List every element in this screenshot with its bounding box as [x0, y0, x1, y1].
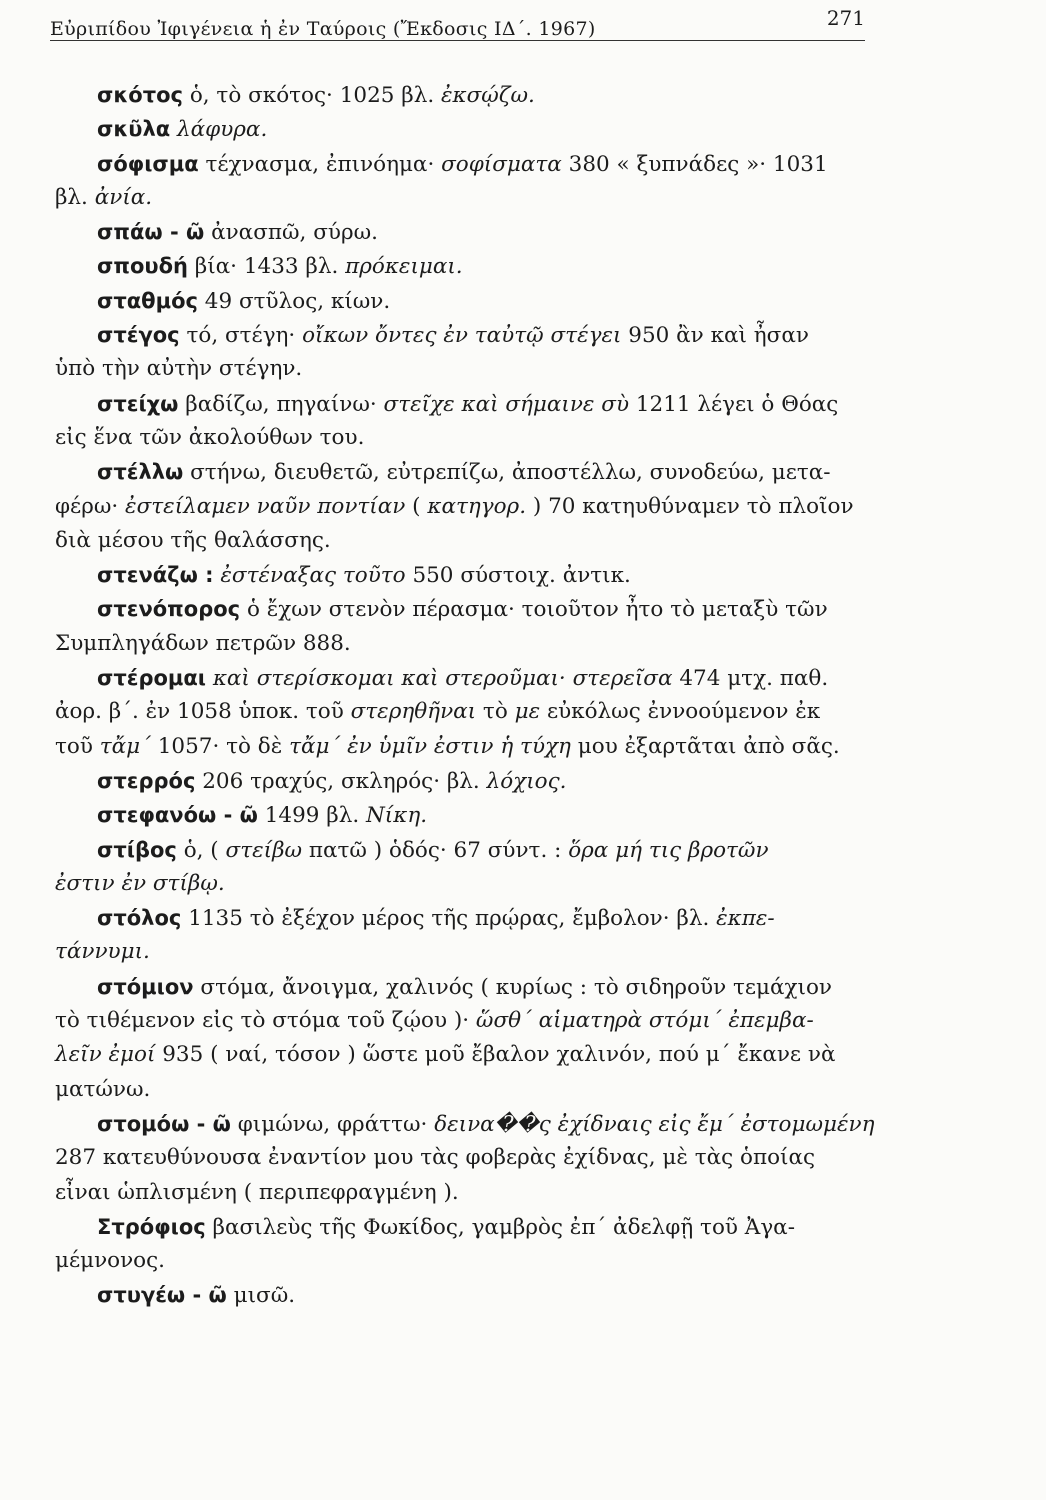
headword: στόλος: [97, 906, 182, 931]
headword: στενάζω :: [97, 563, 214, 588]
definition-text: ματώνω.: [55, 1076, 151, 1102]
headword: στεφανόω - ῶ: [97, 803, 258, 828]
headword: στέρομαι: [97, 666, 206, 691]
glossary-line: [55, 524, 885, 558]
italic-text: ὅρα μή τις βροτῶν: [568, 837, 769, 863]
glossary-line: [55, 695, 885, 729]
definition-text: [206, 666, 213, 691]
definition-text: 1135 τὸ ἐξέχον μέρος τῆς πρῴρας, ἔμβολον· βλ.: [181, 906, 717, 932]
definition-text: τοῦ: [55, 733, 100, 759]
definition-text: στόμα, ἄνοιγμα, χαλινός ( κυρίως : τὸ σιδηροῦν τεμάχιον: [193, 974, 832, 1000]
definition-text: ὁ ἔχων στενὸν πέρασμα· τοιοῦτον ἦτο τὸ μεταξὺ τῶν: [240, 597, 828, 623]
definition-text: μέμνονος.: [55, 1248, 165, 1274]
glossary-line: [55, 147, 885, 181]
headword: σκότος: [97, 83, 183, 107]
italic-text: δεινα��ς ἐχίδναις εἰς ἔμ΄ ἐστομωμένη: [434, 1111, 875, 1137]
glossary-line: [55, 1176, 885, 1210]
italic-text: κατηγορ.: [427, 493, 527, 519]
definition-text: ) 70 κατηυθύναμεν τὸ πλοῖον: [526, 493, 854, 519]
glossary-line: [55, 592, 885, 626]
glossary-line: [55, 1073, 885, 1107]
definition-text: 287 κατευθύνουσα ἐναντίον μου τὰς φοβερὰς ἐχίδνας, μὲ τὰς ὁποίας: [55, 1145, 816, 1171]
definition-text: εὐκόλως ἐννοούμενον ἐκ: [540, 699, 821, 725]
definition-text: τὸ: [476, 699, 515, 725]
definition-text: βλ.: [55, 184, 95, 210]
glossary-line: [55, 181, 885, 215]
definition-text: ἀορ. β΄. ἐν 1058 ὑποκ. τοῦ: [55, 699, 351, 725]
italic-text: τἄμ΄ ἐν ὑμῖν ἐστιν ἡ τύχη: [289, 733, 571, 759]
definition-text: 474 μτχ. παθ.: [672, 666, 829, 692]
headword: σπάω - ῶ: [97, 220, 205, 245]
glossary-line: [55, 798, 885, 832]
definition-text: 1499 βλ.: [257, 803, 366, 829]
glossary-line: [55, 387, 885, 421]
headword: στομόω - ῶ: [97, 1111, 231, 1136]
headword: σταθμός: [97, 288, 198, 313]
definition-text: 1211 λέγει ὁ Θόας: [629, 391, 839, 417]
glossary-line: [55, 627, 885, 661]
italic-text: ἀνία.: [94, 184, 153, 210]
definition-text: τό, στέγη·: [179, 323, 303, 349]
headword: σόφισμα: [97, 151, 199, 176]
definition-text: 1057· τὸ δὲ: [150, 733, 290, 759]
definition-text: τέχνασμα, ἐπινόημα·: [198, 151, 442, 177]
italic-text: λόχιος.: [486, 768, 567, 794]
headword: στερρός: [97, 768, 196, 793]
glossary-body: [55, 78, 885, 1313]
definition-text: βαδίζω, πηγαίνω·: [178, 391, 384, 417]
definition-text: εἶναι ὡπλισμένη ( περιπεφραγμένη ).: [55, 1179, 459, 1205]
glossary-line: [55, 661, 885, 695]
italic-text: στεῖχε καὶ σήμαινε σὺ: [383, 391, 630, 417]
header-rule: [50, 40, 865, 41]
glossary-line: [55, 318, 885, 352]
glossary-line: [55, 490, 885, 524]
definition-text: ὁ, τὸ σκότος· 1025 βλ.: [182, 83, 441, 108]
italic-text: τἄμ΄: [99, 733, 151, 759]
definition-text: μισῶ.: [226, 1283, 296, 1309]
italic-text: στερηθῆναι: [350, 699, 477, 725]
glossary-line: [55, 215, 885, 249]
glossary-line: [55, 1244, 885, 1278]
italic-text: λάφυρα.: [177, 117, 268, 143]
glossary-line: [55, 901, 885, 935]
definition-text: (: [405, 493, 428, 519]
running-header: [50, 6, 865, 40]
italic-text: ἐκπε-: [716, 906, 775, 932]
italic-text: οἴκων ὄντες ἐν ταὐτῷ στέγει: [302, 323, 622, 349]
glossary-line: [55, 1004, 885, 1038]
glossary-line: [55, 935, 885, 969]
italic-text: καὶ στερίσκομαι καὶ στεροῦμαι· στερεῖσα: [212, 666, 673, 692]
definition-text: 950 ἂν καὶ ἦσαν: [621, 323, 809, 349]
glossary-line: [55, 970, 885, 1004]
headword: Στρόφιος: [97, 1214, 206, 1239]
definition-text: βία· 1433 βλ.: [187, 254, 346, 280]
definition-text: ὁ, (: [176, 837, 226, 863]
definition-text: 380 « ξυπνάδες »· 1031: [561, 151, 828, 177]
definition-text: στήνω, διευθετῶ, εὐτρεπίζω, ἀποστέλλω, συνοδεύω, μετα-: [183, 460, 831, 486]
page-number: 271: [826, 6, 865, 30]
definition-text: μου ἐξαρτᾶται ἀπὸ σᾶς.: [570, 733, 840, 759]
italic-text: λεῖν ἐμοί: [55, 1042, 156, 1068]
definition-text: βασιλεὺς τῆς Φωκίδος, γαμβρὸς ἐπ΄ ἀδελφῇ τοῦ Ἀγα-: [205, 1214, 795, 1240]
italic-text: ἐστέναξας τοῦτο: [220, 563, 406, 589]
definition-text: ἀνασπῶ, σύρω.: [204, 220, 378, 246]
italic-text: Νίκη.: [365, 803, 428, 829]
glossary-line: [55, 1210, 885, 1244]
definition-text: Συμπληγάδων πετρῶν 888.: [55, 630, 351, 656]
definition-text: εἰς ἕνα τῶν ἀκολούθων του.: [55, 424, 365, 450]
definition-text: 49 στῦλος, κίων.: [197, 288, 391, 314]
running-head-title: Εὐριπίδου Ἰφιγένεια ἡ ἐν Ταύροις (Ἔκδοσις ΙΔ΄. 1967): [50, 18, 596, 40]
headword: στέγος: [97, 323, 180, 348]
definition-text: [170, 117, 177, 142]
italic-text: ἐστιν ἐν στίβῳ.: [55, 870, 225, 896]
italic-text: στείβω: [225, 837, 303, 863]
headword: στέλλω: [97, 460, 184, 485]
glossary-line: [55, 558, 885, 592]
definition-text: τὸ τιθέμενον εἰς τὸ στόμα τοῦ ζῴου )·: [55, 1008, 476, 1034]
glossary-line: [55, 833, 885, 867]
glossary-line: [55, 1141, 885, 1175]
glossary-line: [55, 764, 885, 798]
glossary-line: [55, 352, 885, 386]
headword: σκῦλα: [97, 117, 171, 142]
headword: στενόπορος: [97, 597, 241, 622]
headword: σπουδή: [97, 254, 188, 279]
glossary-line: [55, 1278, 885, 1312]
glossary-line: [55, 1107, 885, 1141]
headword: στίβος: [97, 837, 177, 862]
italic-text: ἐκσῴζω.: [440, 83, 535, 108]
definition-text: διὰ μέσου τῆς θαλάσσης.: [55, 527, 331, 553]
glossary-line: [55, 730, 885, 764]
glossary-line: [55, 78, 885, 112]
glossary-line: [55, 112, 885, 146]
definition-text: 550 σύστοιχ. ἀντικ.: [405, 563, 631, 589]
italic-text: με: [514, 699, 541, 725]
definition-text: 935 ( ναί, τόσον ) ὥστε μοῦ ἔβαλον χαλινόν, πού μ΄ ἔκανε νὰ: [155, 1042, 836, 1068]
italic-text: ἐστείλαμεν ναῦν ποντίαν: [125, 493, 406, 519]
glossary-line: [55, 867, 885, 901]
italic-text: τάννυμι.: [55, 939, 150, 965]
glossary-line: [55, 421, 885, 455]
italic-text: ὥσθ΄ αἱματηρὰ στόμι΄ ἐπεμβα-: [475, 1008, 814, 1034]
definition-text: 206 τραχύς, σκληρός· βλ.: [195, 768, 487, 794]
glossary-line: [55, 249, 885, 283]
glossary-line: [55, 284, 885, 318]
headword: στείχω: [97, 391, 179, 416]
definition-text: ὑπὸ τὴν αὐτὴν στέγην.: [55, 356, 303, 382]
headword: στόμιον: [97, 974, 194, 999]
definition-text: φιμώνω, φράττω·: [230, 1111, 435, 1137]
italic-text: πρόκειμαι.: [345, 254, 463, 280]
definition-text: φέρω·: [55, 493, 126, 519]
definition-text: πατῶ ) ὁδός· 67 σύντ. :: [302, 837, 569, 863]
glossary-line: [55, 455, 885, 489]
glossary-line: [55, 1038, 885, 1072]
italic-text: σοφίσματα: [441, 151, 562, 177]
headword: στυγέω - ῶ: [97, 1283, 227, 1308]
